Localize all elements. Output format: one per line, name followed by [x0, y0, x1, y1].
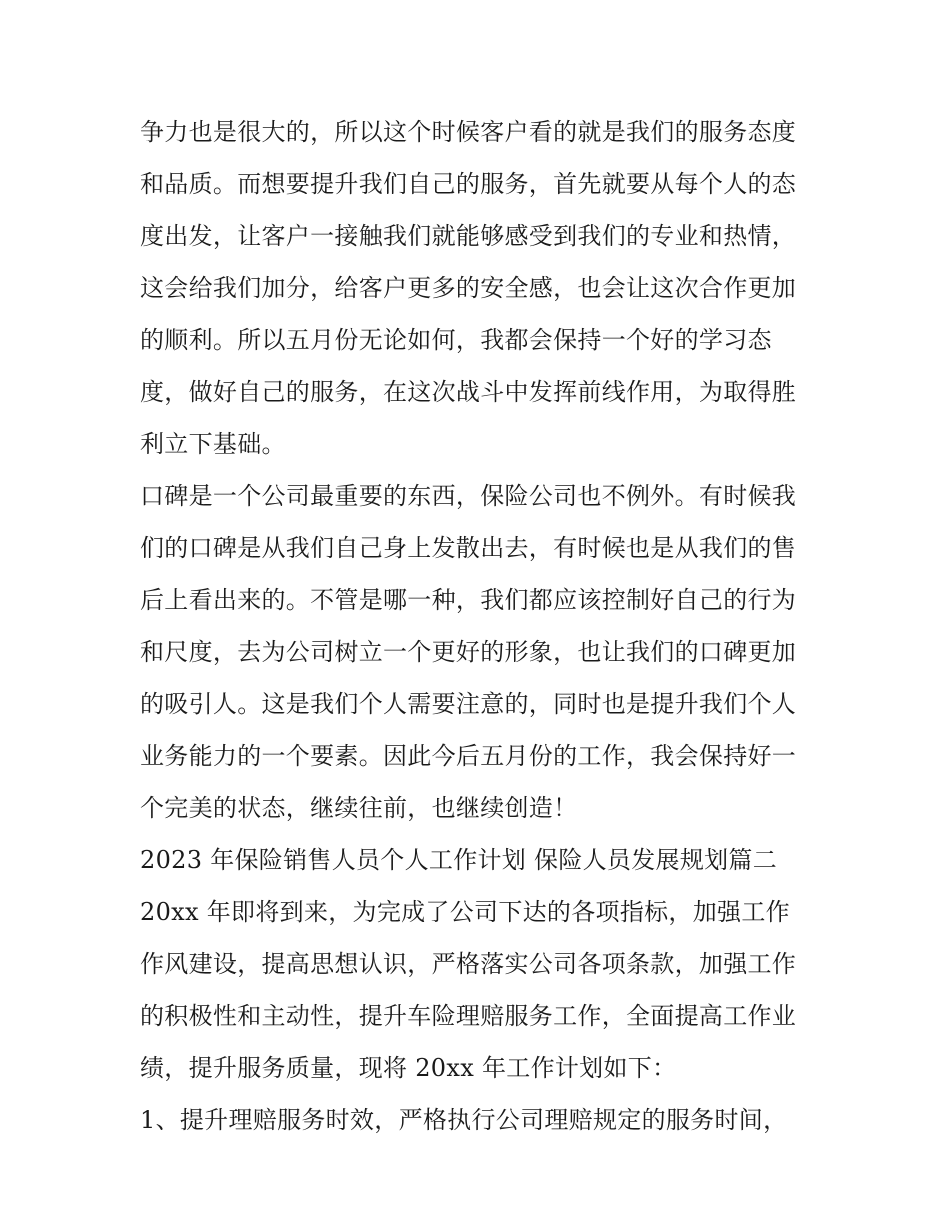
- text-line: 作风建设，提高思想认识，严格落实公司各项条款，加强工作: [140, 950, 797, 978]
- text-line: 争力也是很大的，所以这个时候客户看的就是我们的服务态度: [140, 118, 797, 146]
- text-line: 绩，提升服务质量，现将 20xx 年工作计划如下：: [140, 1054, 677, 1082]
- text-line: 的积极性和主动性，提升车险理赔服务工作，全面提高工作业: [140, 1002, 797, 1030]
- text-line: 们的口碑是从我们自己身上发散出去，有时候也是从我们的售: [140, 534, 797, 562]
- text-line: 的顺利。所以五月份无论如何，我都会保持一个好的学习态: [140, 326, 772, 354]
- text-line: 的吸引人。这是我们个人需要注意的，同时也是提升我们个人: [140, 690, 797, 718]
- text-line: 这会给我们加分，给客户更多的安全感，也会让这次合作更加: [140, 274, 797, 302]
- text-line: 口碑是一个公司最重要的东西，保险公司也不例外。有时候我: [140, 482, 797, 510]
- text-line: 度出发，让客户一接触我们就能够感受到我们的专业和热情，: [140, 222, 797, 250]
- section-heading: 2023 年保险销售人员个人工作计划 保险人员发展规划篇二: [140, 846, 778, 874]
- text-line: 个完美的状态，继续往前，也继续创造！: [140, 794, 578, 822]
- text-line: 和品质。而想要提升我们自己的服务，首先就要从每个人的态: [140, 170, 797, 198]
- text-line: 业务能力的一个要素。因此今后五月份的工作，我会保持好一: [140, 742, 797, 770]
- list-item: 1、提升理赔服务时效，严格执行公司理赔规定的服务时间，: [140, 1106, 788, 1134]
- text-line: 和尺度，去为公司树立一个更好的形象，也让我们的口碑更加: [140, 638, 797, 666]
- text-line: 20xx 年即将到来，为完成了公司下达的各项指标，加强工作: [140, 898, 790, 926]
- text-line: 利立下基础。: [140, 430, 286, 458]
- document-body: [140, 106, 820, 1146]
- text-line: 后上看出来的。不管是哪一种，我们都应该控制好自己的行为: [140, 586, 797, 614]
- text-line: 度，做好自己的服务，在这次战斗中发挥前线作用，为取得胜: [140, 378, 797, 406]
